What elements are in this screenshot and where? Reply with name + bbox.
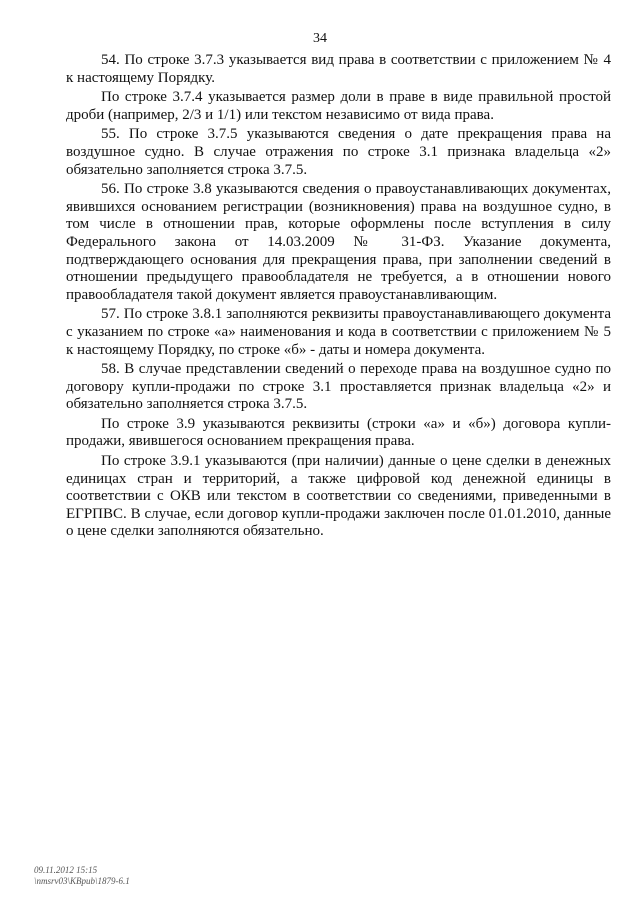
text-line: правообладателя такой документ является правоустанавливающим. [66, 286, 498, 303]
print-timestamp: 09.11.2012 15:15 [34, 865, 98, 875]
print-stamp [34, 865, 130, 887]
text-line: к настоящему Порядку. [66, 69, 215, 86]
text-line: По строке 3.7.4 указывается размер доли в праве в виде правильной простой [101, 89, 611, 106]
text-line: 56. По строке 3.8 указываются сведения о правоустанавливающих документах, [101, 181, 611, 198]
paragraph [66, 416, 611, 451]
text-line: отношении предыдущего правообладателя не требуется, а в отношении нового [66, 269, 611, 286]
text-line: обязательно заполняется строка 3.7.5. [66, 396, 308, 413]
text-line: 58. В случае представлении сведений о переходе права на воздушное судно по [101, 361, 611, 378]
text-line: ЕГРПВС. В случае, если договор купли-продажи заключен после 01.01.2010, данные [66, 505, 611, 522]
paragraph [66, 361, 611, 414]
text-line: единицах стран и территорий, а также цифровой код денежной единицы в [66, 470, 611, 487]
text-line: соответствии с ОКВ или текстом в соответствии со сведениями, приведенными в [66, 488, 611, 505]
text-line: договору купли-продажи по строке 3.1 проставляется признак владельца «2» и [66, 378, 611, 395]
text-line: 55. По строке 3.7.5 указываются сведения о дате прекращения права на [101, 126, 611, 143]
text-line: продажи, явившегося основанием прекращения права. [66, 433, 415, 450]
text-line: По строке 3.9 указываются реквизиты (строки «а» и «б») договора купли- [101, 415, 611, 432]
text-line: том числе в отношении прав, которые оформлены после вступления в силу [66, 216, 611, 233]
paragraph [66, 126, 611, 179]
paragraph [66, 52, 611, 87]
print-file-path: \nmsrv03\KBpub\1879-6.1 [34, 876, 130, 886]
text-line: воздушное судно. В случае отражения по строке 3.1 признака владельца «2» [66, 143, 611, 160]
text-line: явившихся основанием регистрации (возникновения) права на воздушное судно, в [66, 198, 611, 215]
text-line: По строке 3.9.1 указываются (при наличии) данные о цене сделки в денежных [101, 453, 611, 470]
text-line: к настоящему Порядку, по строке «б» - даты и номера документа. [66, 341, 486, 358]
paragraph [66, 181, 611, 304]
text-line: 57. По строке 3.8.1 заполняются реквизиты правоустанавливающего документа [101, 306, 611, 323]
text-line: подтверждающего основания для прекращения права, при заполнении сведений в [66, 251, 611, 268]
text-line: обязательно заполняется строка 3.7.5. [66, 161, 308, 178]
text-line: о цене сделки заполняются обязательно. [66, 523, 324, 540]
document-body [66, 52, 611, 543]
text-line: Федерального закона от 14.03.2009 № 31-ФЗ. Указание документа, [66, 233, 611, 250]
paragraph [66, 453, 611, 541]
paragraph [66, 306, 611, 359]
text-line: с указанием по строке «а» наименования и кода в соответствии с приложением № 5 [66, 323, 611, 340]
page-number: 34 [313, 31, 327, 46]
text-line: дроби (например, 2/3 и 1/1) или текстом независимо от вида права. [66, 106, 494, 123]
text-line: 54. По строке 3.7.3 указывается вид права в соответствии с приложением № 4 [101, 52, 611, 68]
paragraph [66, 89, 611, 124]
